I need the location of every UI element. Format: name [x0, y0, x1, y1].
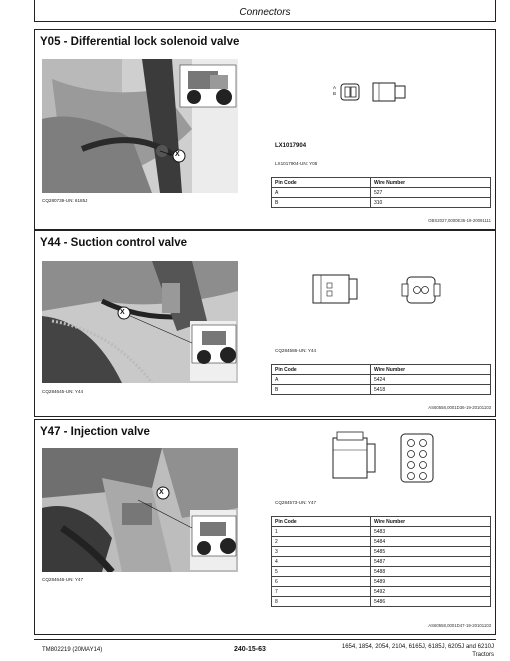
pin-label-a: A — [333, 85, 337, 90]
header-pin-code: Pin Code — [272, 178, 371, 188]
table-header-row — [272, 365, 491, 375]
photo-y44 — [42, 261, 238, 383]
table-row — [272, 385, 491, 395]
connector-drawing-y44 — [307, 269, 457, 309]
table-header-row — [272, 517, 491, 527]
wire-number: 527 — [371, 188, 491, 198]
pin-label-b: B — [333, 91, 337, 96]
section-title: Y47 - Injection valve — [40, 426, 150, 438]
reference-code: AS60558,0001D47-19-20101103 — [428, 623, 491, 628]
wire-number: 310 — [371, 198, 491, 208]
manual-number: TM802219 (20MAY14) — [42, 647, 103, 653]
header-pin-code: Pin Code — [272, 365, 371, 375]
table-row — [272, 527, 491, 537]
pin-code: 5 — [272, 567, 371, 577]
reference-code: AS60558,0001D36-19-20101103 — [428, 405, 491, 410]
connector-caption: CQ284586-UN: Y44 — [275, 348, 317, 353]
callout-x: X — [159, 489, 164, 496]
wire-number: 5492 — [371, 587, 491, 597]
pin-code: 6 — [272, 577, 371, 587]
table-row — [272, 557, 491, 567]
product-text: Tractors — [472, 652, 494, 658]
wire-number: 5424 — [371, 375, 491, 385]
table-row — [272, 547, 491, 557]
pin-code: 4 — [272, 557, 371, 567]
wire-number: 5418 — [371, 385, 491, 395]
header-wire-number: Wire Number — [371, 517, 491, 527]
pin-code: B — [272, 198, 371, 208]
pin-code: A — [272, 375, 371, 385]
callout-x: X — [120, 309, 125, 316]
wire-number: 5488 — [371, 567, 491, 577]
callout-x: X — [175, 151, 180, 158]
part-number: LX1017904 — [275, 143, 307, 149]
pin-code: 3 — [272, 547, 371, 557]
footer — [34, 639, 496, 661]
model-list — [342, 643, 494, 659]
table-row — [272, 597, 491, 607]
connector-caption: CQ284573-UN: Y47 — [275, 500, 317, 505]
section-title: Y05 - Differential lock solenoid valve — [40, 36, 240, 48]
wire-number: 5483 — [371, 527, 491, 537]
table-row — [272, 567, 491, 577]
photo-y47 — [42, 448, 238, 572]
pin-code: 2 — [272, 537, 371, 547]
pin-code: 8 — [272, 597, 371, 607]
connector-drawing-y47 — [325, 428, 465, 488]
header-wire-number: Wire Number — [371, 365, 491, 375]
table-row — [272, 375, 491, 385]
wire-number: 5486 — [371, 597, 491, 607]
wire-number: 5484 — [371, 537, 491, 547]
header-bar — [34, 0, 496, 22]
section-y44 — [34, 230, 496, 417]
pin-table-y05 — [271, 177, 491, 208]
pin-code: 7 — [272, 587, 371, 597]
table-header-row — [272, 178, 491, 188]
photo-caption: CQ284645-UN: Y44 — [42, 389, 84, 394]
wire-number: 5489 — [371, 577, 491, 587]
table-row — [272, 587, 491, 597]
section-y47 — [34, 419, 496, 635]
table-row — [272, 198, 491, 208]
photo-caption: CQ280739-UN: 6185J — [42, 198, 88, 203]
table-row — [272, 188, 491, 198]
section-title: Y44 - Suction control valve — [40, 237, 187, 249]
pin-code: B — [272, 385, 371, 395]
section-y05 — [34, 29, 496, 230]
pin-table-y47 — [271, 516, 491, 607]
reference-code: OBS2027,0000E36-19-20091111 — [428, 218, 491, 223]
connector-caption: LX1017904-UN: Y05 — [275, 161, 318, 166]
connector-drawing-y05 — [331, 78, 411, 108]
page-number: 240-15-63 — [234, 646, 266, 653]
header-wire-number: Wire Number — [371, 178, 491, 188]
pin-table-y44 — [271, 364, 491, 395]
models-text: 1654, 1854, 2054, 2104, 6165J, 6185J, 6205J and 6210J — [341, 644, 494, 650]
pin-code: A — [272, 188, 371, 198]
page-title: Connectors — [239, 7, 291, 18]
table-row — [272, 537, 491, 547]
pin-code: 1 — [272, 527, 371, 537]
header-pin-code: Pin Code — [272, 517, 371, 527]
wire-number: 5487 — [371, 557, 491, 567]
photo-caption: CQ284646-UN: Y47 — [42, 577, 84, 582]
wire-number: 5485 — [371, 547, 491, 557]
table-row — [272, 577, 491, 587]
photo-y05 — [42, 59, 238, 193]
